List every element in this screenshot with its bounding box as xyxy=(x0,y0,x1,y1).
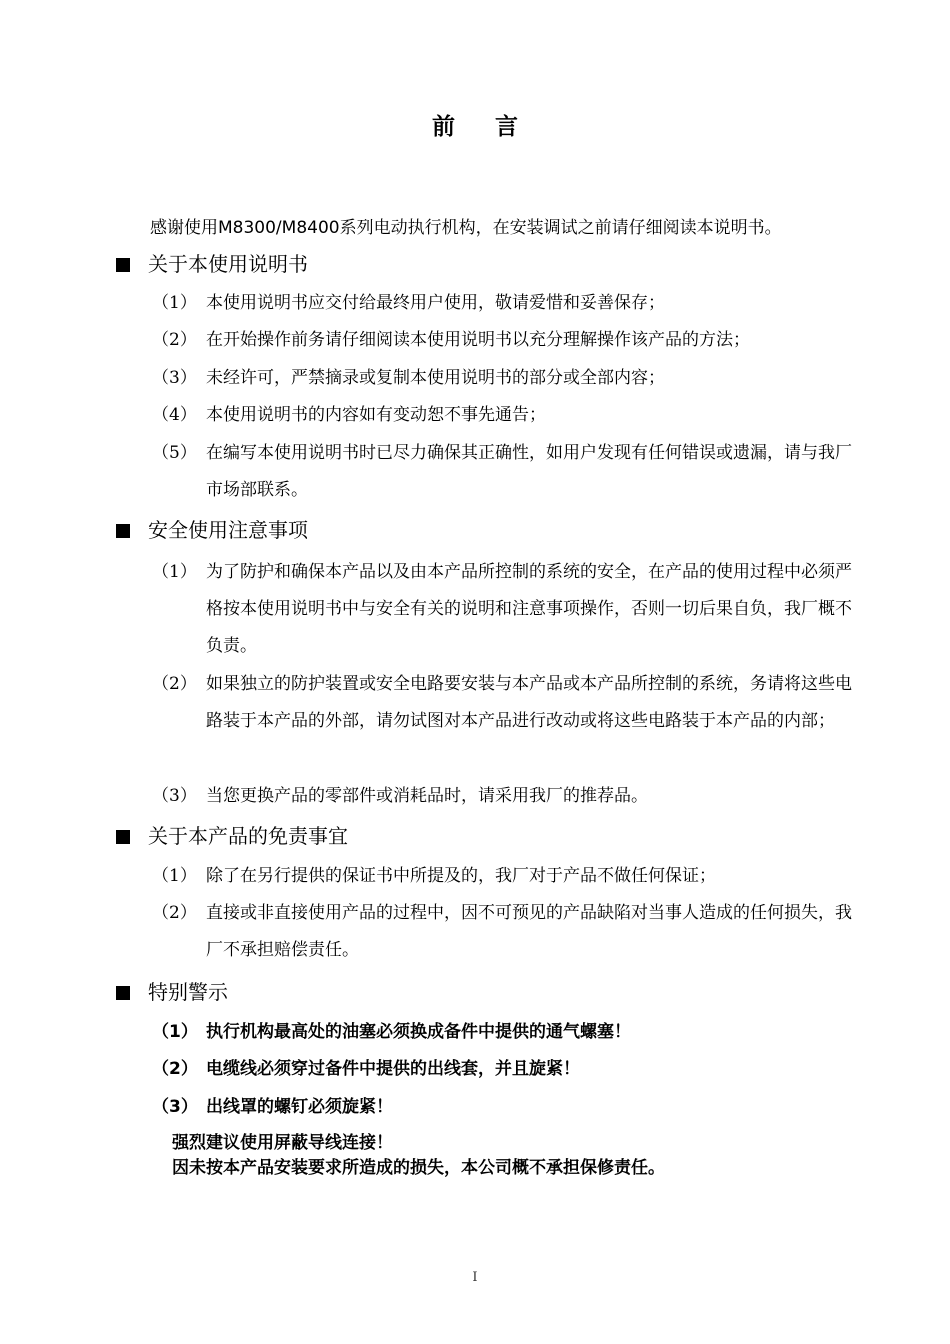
square-bullet-icon xyxy=(116,986,130,1000)
list-item: （1） 本使用说明书应交付给最终用户使用，敬请爱惜和妥善保存； xyxy=(152,293,665,313)
warning-note: 因未按本产品安装要求所造成的损失，本公司概不承担保修责任。 xyxy=(172,1158,665,1178)
list-item: （1） 除了在另行提供的保证书中所提及的，我厂对于产品不做任何保证； xyxy=(152,866,716,886)
square-bullet-icon xyxy=(116,258,130,272)
list-item: （3） 未经许可，严禁摘录或复制本使用说明书的部分或全部内容； xyxy=(152,368,665,388)
section-heading-manual: 关于本使用说明书 xyxy=(116,248,308,277)
list-item: （4） 本使用说明书的内容如有变动恕不事先通告； xyxy=(152,405,546,425)
section-heading-disclaimer: 关于本产品的免责事宜 xyxy=(116,820,348,849)
warning-note: 强烈建议使用屏蔽导线连接！ xyxy=(172,1133,393,1153)
intro-paragraph: 感谢使用M8300/M8400系列电动执行机构，在安装调试之前请仔细阅读本说明书。 xyxy=(150,218,782,238)
list-item: （3） 当您更换产品的零部件或消耗品时，请采用我厂的推荐品。 xyxy=(152,786,648,806)
list-item: （1） 为了防护和确保本产品以及由本产品所控制的系统的安全，在产品的使用过程中必须严格按本使用说明书中与安全有关的说明和注意事项操作，否则一切后果自负，我厂概不负责。 xyxy=(152,562,852,656)
square-bullet-icon xyxy=(116,830,130,844)
page-title: 前言 xyxy=(432,114,558,140)
section-heading-safety: 安全使用注意事项 xyxy=(116,514,308,543)
square-bullet-icon xyxy=(116,524,130,538)
list-item: （2） 直接或非直接使用产品的过程中，因不可预见的产品缺陷对当事人造成的任何损失，我厂不承担赔偿责任。 xyxy=(152,903,852,960)
warning-item: （1） 执行机构最高处的油塞必须换成备件中提供的通气螺塞！ xyxy=(152,1022,631,1042)
warning-item: （3） 出线罩的螺钉必须旋紧！ xyxy=(152,1097,393,1117)
section-heading-warning: 特别警示 xyxy=(116,976,228,1005)
list-item: （5） 在编写本使用说明书时已尽力确保其正确性，如用户发现有任何错误或遗漏，请与我厂市场部联系。 xyxy=(152,443,852,500)
list-item: （2） 如果独立的防护装置或安全电路要安装与本产品或本产品所控制的系统，务请将这些电路装于本产品的外部，请勿试图对本产品进行改动或将这些电路装于本产品的内部； xyxy=(152,674,852,731)
page-number: I xyxy=(472,1270,478,1285)
list-item: （2） 在开始操作前务请仔细阅读本使用说明书以充分理解操作该产品的方法； xyxy=(152,330,750,350)
warning-item: （2） 电缆线必须穿过备件中提供的出线套，并且旋紧！ xyxy=(152,1059,580,1079)
